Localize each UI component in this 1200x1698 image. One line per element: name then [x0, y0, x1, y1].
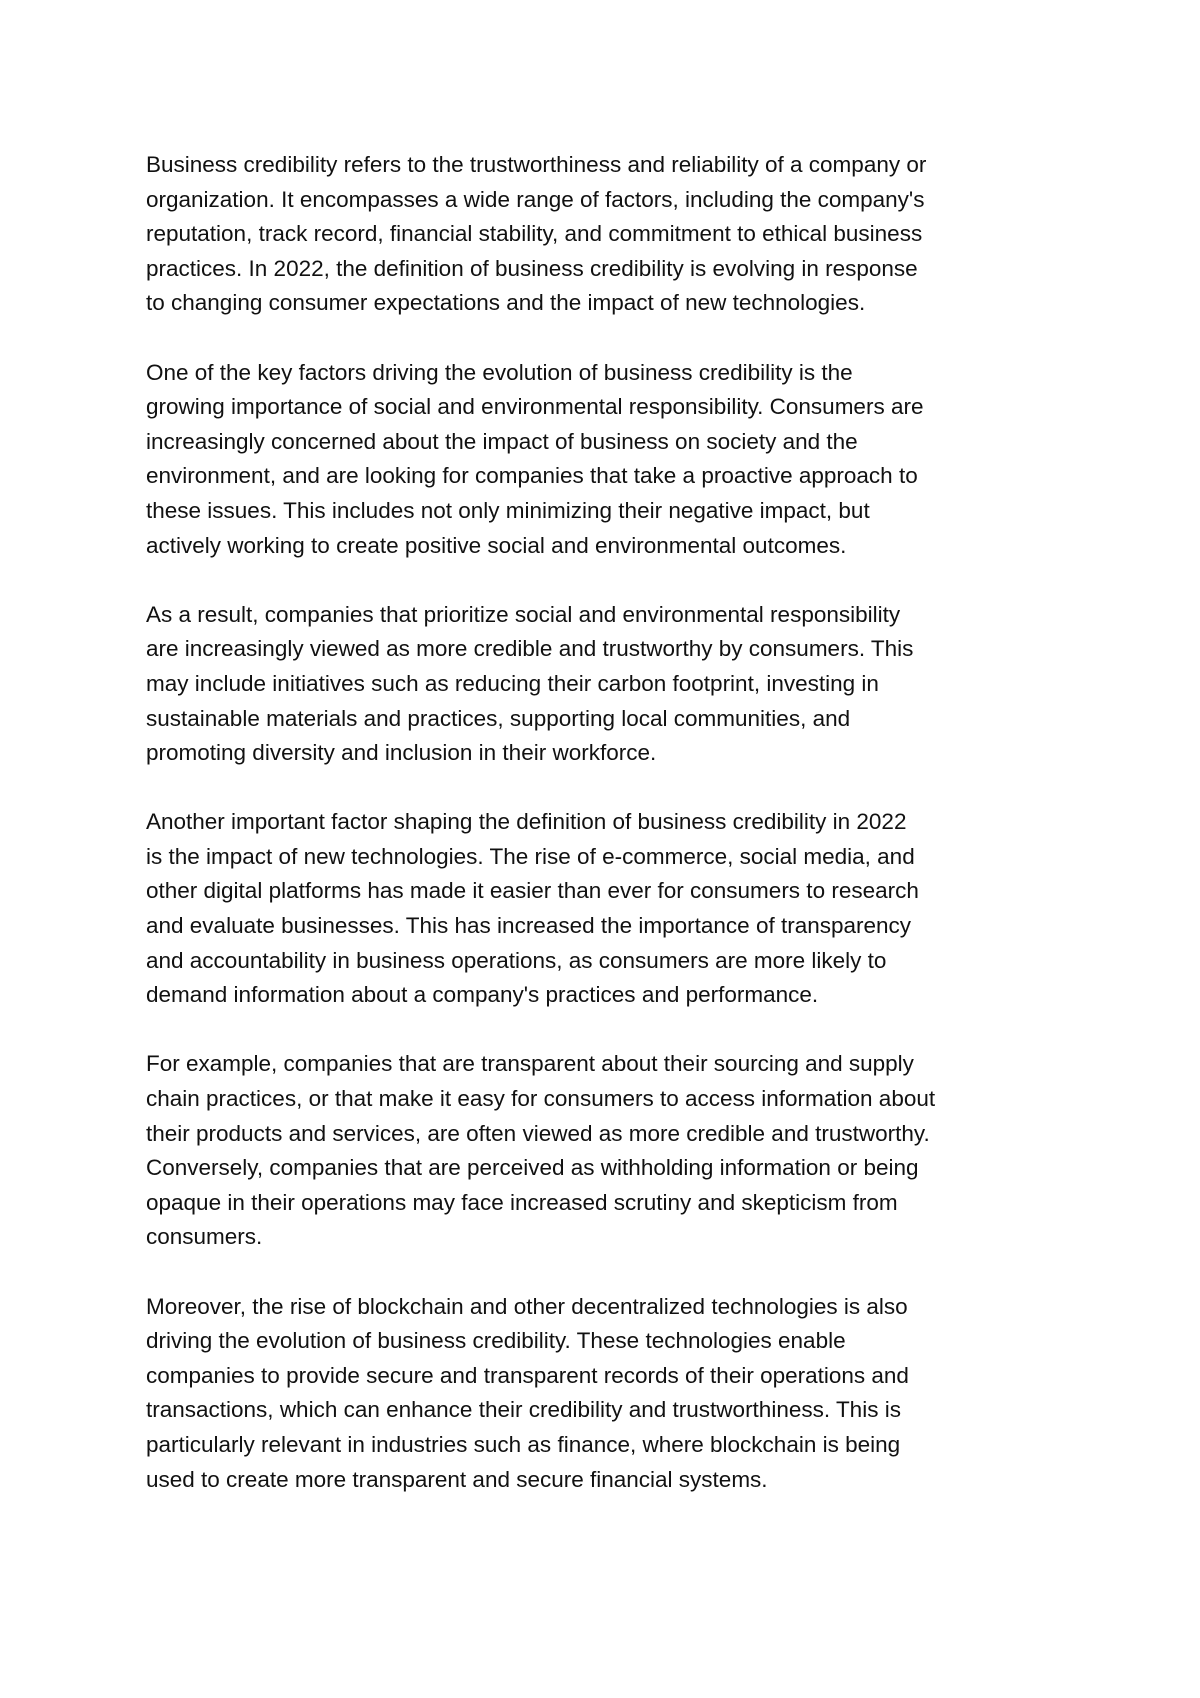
text-line: driving the evolution of business credibility. These technologies enable [146, 1328, 846, 1354]
text-line: these issues. This includes not only minimizing their negative impact, but [146, 497, 870, 523]
text-line: to changing consumer expectations and the impact of new technologies. [146, 290, 866, 316]
text-line: companies to provide secure and transparent records of their operations and [146, 1362, 909, 1388]
text-line: reputation, track record, financial stability, and commitment to ethical business [146, 221, 923, 247]
text-line: is the impact of new technologies. The rise of e-commerce, social media, and [146, 843, 915, 869]
text-line: opaque in their operations may face increased scrutiny and skepticism from [146, 1189, 898, 1215]
text-line: are increasingly viewed as more credible and trustworthy by consumers. This [146, 636, 914, 662]
paragraph-1 [146, 148, 1076, 321]
text-line: promoting diversity and inclusion in their workforce. [146, 740, 657, 766]
text-line: sustainable materials and practices, supporting local communities, and [146, 705, 851, 731]
text-line: Business credibility refers to the trustworthiness and reliability of a company or [146, 152, 927, 177]
text-line: other digital platforms has made it easier than ever for consumers to research [146, 878, 919, 904]
text-line: For example, companies that are transparent about their sourcing and supply [146, 1051, 914, 1077]
text-line: One of the key factors driving the evolution of business credibility is the [146, 359, 853, 385]
text-line: organization. It encompasses a wide range of factors, including the company's [146, 186, 925, 212]
text-line: increasingly concerned about the impact of business on society and the [146, 428, 858, 454]
text-line: growing importance of social and environmental responsibility. Consumers are [146, 394, 924, 420]
paragraph-5 [146, 1047, 1076, 1255]
text-line: and accountability in business operations, as consumers are more likely to [146, 947, 887, 973]
paragraph-4 [146, 805, 1076, 1013]
text-line: environment, and are looking for companies that take a proactive approach to [146, 463, 918, 489]
text-line: transactions, which can enhance their credibility and trustworthiness. This is [146, 1397, 901, 1423]
text-line: and evaluate businesses. This has increased the importance of transparency [146, 913, 912, 939]
text-line: used to create more transparent and secure financial systems. [146, 1466, 768, 1492]
text-line: particularly relevant in industries such as finance, where blockchain is being [146, 1431, 901, 1457]
paragraph-2 [146, 356, 1076, 564]
text-line: Moreover, the rise of blockchain and other decentralized technologies is also [146, 1293, 908, 1319]
paragraph-6 [146, 1290, 1076, 1498]
text-line: consumers. [146, 1224, 263, 1250]
document-body [146, 148, 1076, 1532]
paragraph-3 [146, 598, 1076, 771]
text-line: Conversely, companies that are perceived as withholding information or being [146, 1155, 919, 1181]
text-line: As a result, companies that prioritize social and environmental responsibility [146, 601, 901, 627]
text-line: practices. In 2022, the definition of business credibility is evolving in response [146, 255, 918, 281]
text-line: may include initiatives such as reducing their carbon footprint, investing in [146, 670, 879, 696]
text-line: their products and services, are often viewed as more credible and trustworthy. [146, 1120, 930, 1146]
text-line: actively working to create positive social and environmental outcomes. [146, 532, 847, 558]
text-line: demand information about a company's practices and performance. [146, 982, 819, 1008]
text-line: Another important factor shaping the definition of business credibility in 2022 [146, 809, 907, 835]
text-line: chain practices, or that make it easy for consumers to access information about [146, 1086, 936, 1112]
